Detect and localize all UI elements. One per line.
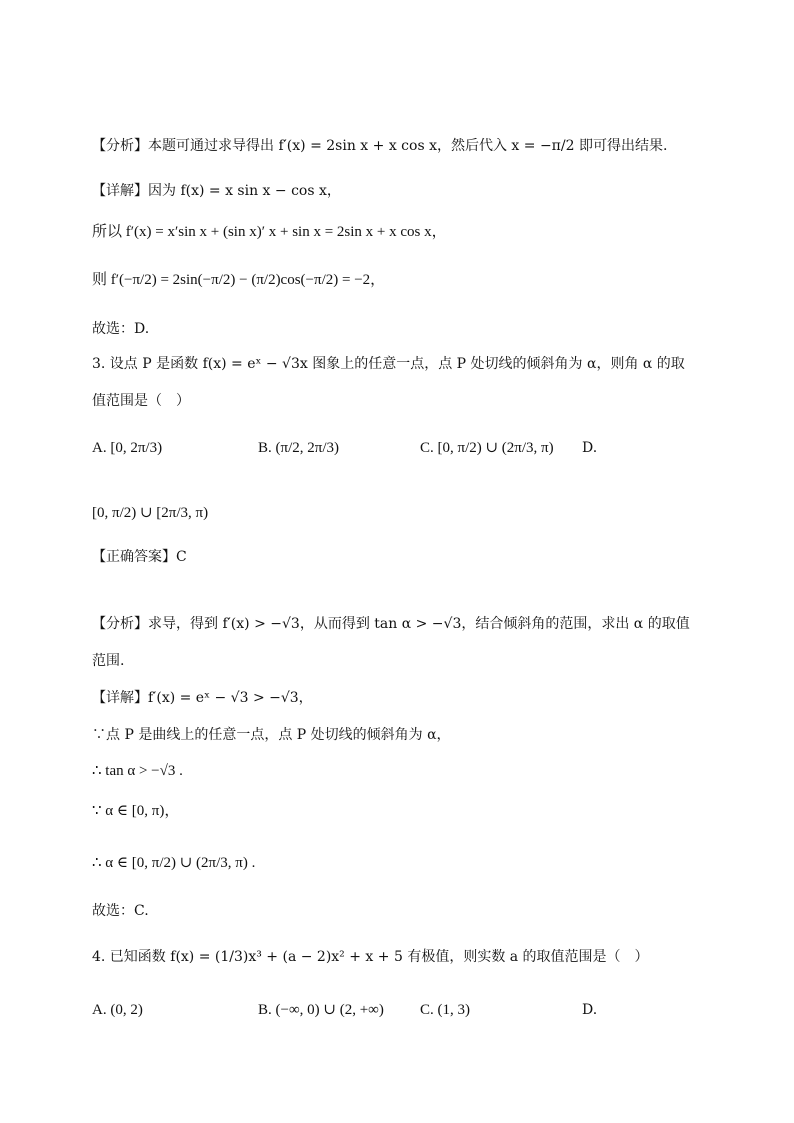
question-4-stem: 4. 已知函数 f(x) = (1/3)x³ + (a − 2)x² + x + 5 有极值，则实数 a 的取值范围是（ ） [92, 949, 649, 965]
analysis-paragraph-q2: 【分析】本题可通过求导得出 f′(x) = 2sin x + x cos x，然后代入 x = −π/2 即可得出结果. [92, 138, 668, 154]
analysis-paragraph-q3: 【分析】求导，得到 f′(x) > −√3，从而得到 tan α > −√3，结合倾斜角的范围，求出 α 的取值 [92, 616, 690, 632]
q3-option-d-value: [0, π/2) ∪ [2π/3, π) [92, 505, 209, 521]
reasoning-line-4: ∴ α ∈ [0, π/2) ∪ (2π/3, π) . [92, 855, 256, 871]
q4-option-b: B. (−∞, 0) ∪ (2, +∞) [258, 1002, 384, 1018]
q3-option-d-label: D. [582, 440, 598, 456]
reasoning-line-1: ∵点 P 是曲线上的任意一点，点 P 处切线的倾斜角为 α， [92, 727, 451, 743]
answer-line-q2: 故选：D. [92, 321, 150, 337]
correct-answer-q3: 【正确答案】C [92, 549, 187, 565]
reasoning-line-2: ∴ tan α > −√3 . [92, 763, 183, 779]
q3-option-b: B. (π/2, 2π/3) [258, 440, 339, 456]
reasoning-line-3: ∵ α ∈ [0, π)， [92, 803, 180, 819]
question-3-stem-cont: 值范围是（ ） [92, 393, 190, 409]
detail-paragraph-q3: 【详解】f′(x) = eˣ − √3 > −√3， [92, 690, 313, 706]
q3-option-c: C. [0, π/2) ∪ (2π/3, π) [420, 440, 554, 456]
question-3-stem: 3. 设点 P 是函数 f(x) = eˣ − √3x 图象上的任意一点，点 P 处切线的倾斜角为 α，则角 α 的取 [92, 356, 685, 372]
detail-paragraph-q2: 【详解】因为 f(x) = x sin x − cos x， [92, 183, 341, 199]
q4-option-c: C. (1, 3) [420, 1002, 470, 1018]
q4-option-d-label: D. [582, 1002, 598, 1018]
answer-line-q3: 故选：C. [92, 903, 149, 919]
q4-option-a: A. (0, 2) [92, 1002, 143, 1018]
evaluation-line: 则 f′(−π/2) = 2sin(−π/2) − (π/2)cos(−π/2) = −2， [92, 272, 386, 288]
q3-option-a: A. [0, 2π/3) [92, 440, 163, 456]
analysis-paragraph-q3-cont: 范围. [92, 653, 125, 669]
derivative-line: 所以 f′(x) = x′sin x + (sin x)′ x + sin x = 2sin x + x cos x， [92, 224, 447, 240]
